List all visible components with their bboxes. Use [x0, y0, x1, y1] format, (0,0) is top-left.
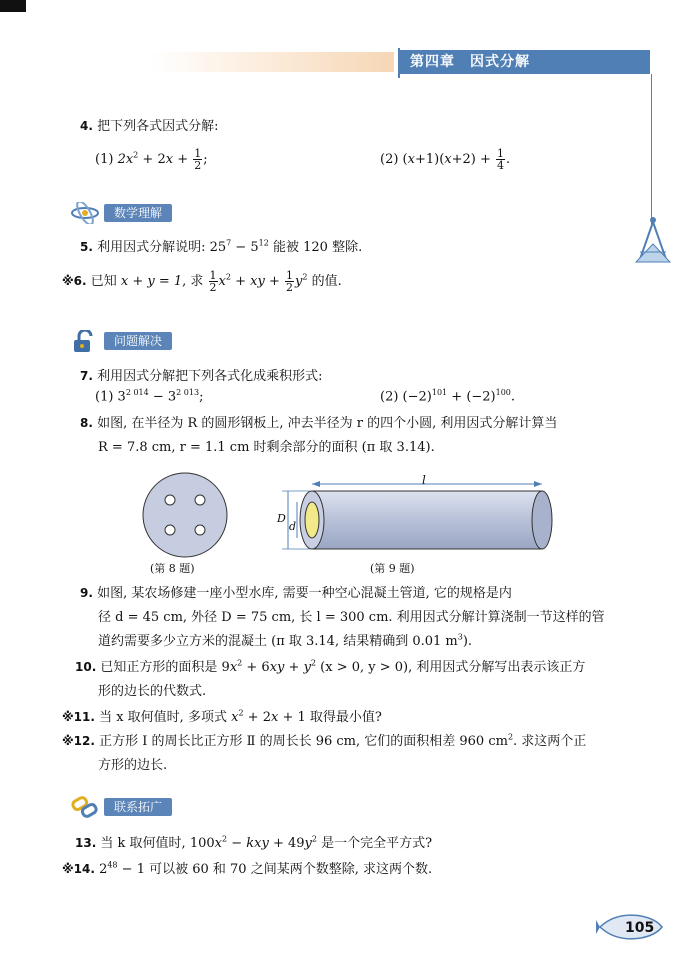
question-12-line-2: 方形的边长. [98, 758, 168, 773]
figure-9-caption: (第 9 题) [370, 562, 415, 575]
compass-icon [630, 214, 676, 266]
question-14: ※14. $2^{48} - 1$ 可以被 60 和 70 之间某两个数整除, 求这两个数. [62, 860, 433, 877]
question-11: ※11. 当 x 取何值时, 多项式 $x^2 + 2x + 1$ 取得最小值? [62, 708, 382, 725]
margin-rule [651, 74, 652, 224]
outer-diameter-label: D [277, 512, 286, 525]
question-6: ※6. 已知 x + y = 1, 求 $\frac{1}{2}$ $x^2$ + xy + $\frac{1}{2}$ $y^2$ 的值. [62, 269, 342, 294]
inner-diameter-label: d [289, 520, 297, 533]
question-9-line-2: 径 d = 45 cm, 外径 D = 75 cm, 长 l = 300 cm. 利用因式分解计算浇制一节这样的管 [98, 610, 605, 625]
q4-part-b: (2) (x+1)(x+2) + $\frac{1}{4}$ . [380, 147, 511, 172]
header-decoration [150, 52, 394, 72]
figure-8-caption: (第 8 题) [150, 562, 195, 575]
length-label: l [422, 473, 426, 487]
question-10-line-1: 10. 已知正方形的面积是 $9x^2 + 6xy + y^2$ (x > 0, y > 0), 利用因式分解写出表示该正方 [75, 658, 586, 675]
question-10-line-2: 形的边长的代数式. [98, 684, 207, 699]
chain-link-icon [70, 796, 100, 818]
question-8-line-2: R = 7.8 cm, r = 1.1 cm 时剩余部分的面积 (π 取 3.14). [98, 440, 435, 455]
steel-plate-figure [140, 470, 230, 560]
section-problem-solving: 问题解决 [70, 330, 230, 352]
corner-mark [0, 0, 26, 12]
q7-part-b: (2) $(-2)^{101} + (-2)^{100}$. [380, 388, 516, 405]
chapter-title: 第四章 因式分解 [400, 50, 650, 74]
unlocked-padlock-icon [70, 330, 100, 352]
section-math-understanding: 数学理解 [70, 202, 230, 224]
question-4: 4. 把下列各式因式分解: [80, 119, 219, 134]
fraction-one-quarter: $\frac{1}{4}$ [497, 147, 505, 172]
q4-part-a: (1) $2x^2 + 2x$ + $\frac{1}{2}$ ; [95, 147, 208, 172]
q7-part-a: (1) $3^{2 014} - 3^{2 013}$; [95, 388, 204, 405]
pipe-figure [270, 478, 560, 558]
section-connection-extension: 联系拓广 [70, 796, 230, 818]
page-number: 105 [625, 920, 655, 936]
question-9-line-3: 道约需要多少立方米的混凝土 (π 取 3.14, 结果精确到 0.01 $m^3$). [98, 632, 473, 649]
question-13: 13. 当 k 取何值时, $100x^2$ − kxy + $49y^2$ 是一个完全平方式? [75, 834, 433, 851]
fraction-one-half: $\frac{1}{2}$ [194, 147, 202, 172]
fraction-one-half: $\frac{1}{2}$ [286, 269, 294, 294]
fraction-one-half: $\frac{1}{2}$ [209, 269, 217, 294]
question-7: 7. 利用因式分解把下列各式化成乘积形式: [80, 369, 323, 384]
question-5: 5. 利用因式分解说明: $25^7 - 5^{12}$ 能被 120 整除. [80, 238, 363, 255]
question-8-line-1: 8. 如图, 在半径为 R 的圆形钢板上, 冲去半径为 r 的四个小圆, 利用因式分解计算当 [80, 416, 558, 431]
atom-icon [70, 202, 100, 224]
question-12-line-1: ※12. 正方形 Ⅰ 的周长比正方形 Ⅱ 的周长长 96 cm, 它们的面积相差 960 $cm^2$. 求这两个正 [62, 732, 587, 749]
question-9-line-1: 9. 如图, 某农场修建一座小型水库, 需要一种空心混凝土管道, 它的规格是内 [80, 586, 512, 601]
